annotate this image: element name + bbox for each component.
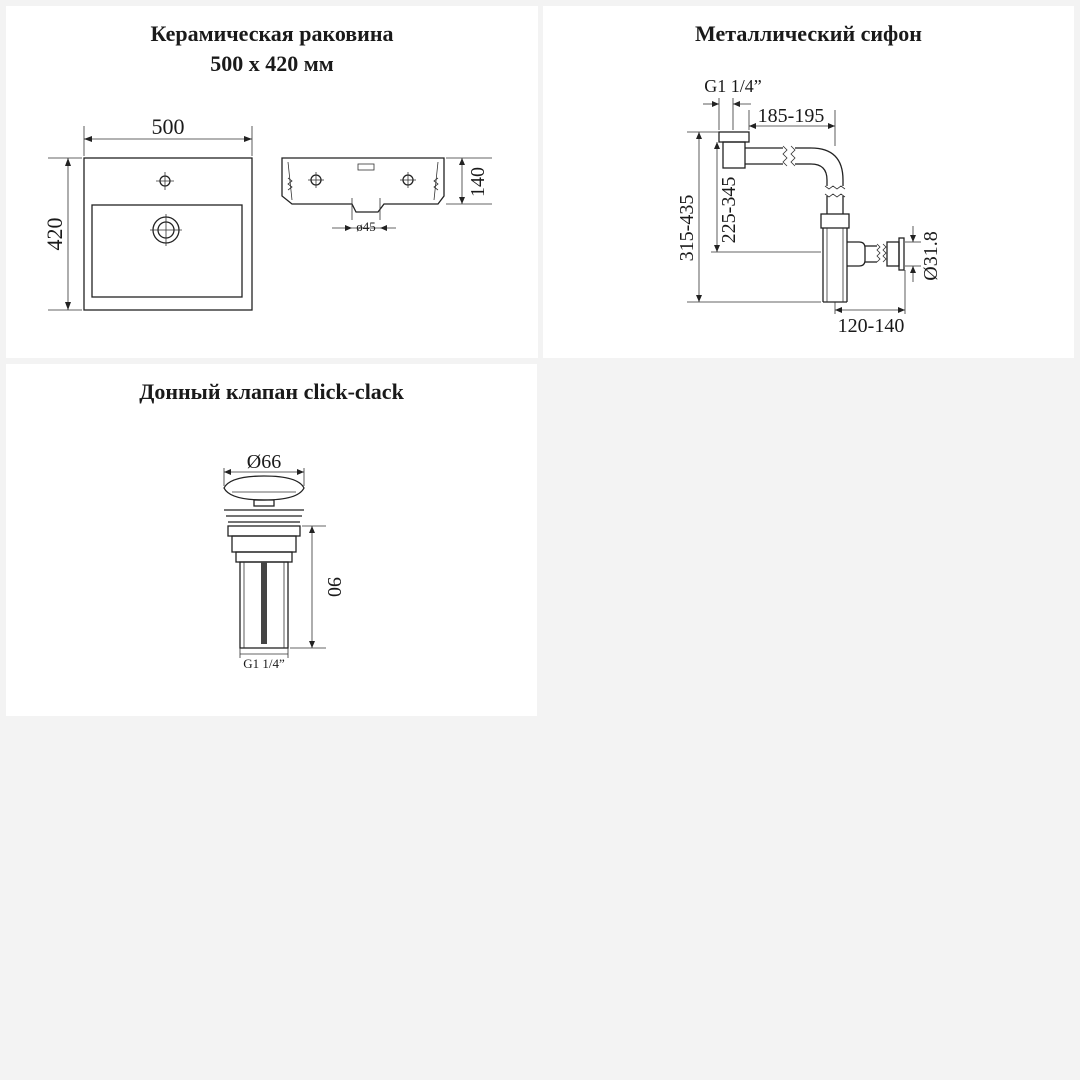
siphon-offset-dimension	[835, 270, 905, 337]
sink-drain-dimension	[332, 219, 396, 234]
valve-diameter-label: Ø66	[246, 451, 282, 473]
siphon-total-height-label: 315-435	[676, 194, 698, 262]
sink-panel	[6, 6, 538, 358]
siphon-title: Металлический сифон	[695, 21, 922, 46]
siphon-outlet-label: Ø31.8	[920, 231, 942, 281]
siphon-offset-label: 120-140	[837, 315, 905, 337]
valve-diameter-dimension	[224, 451, 304, 486]
siphon-outlet-dimension	[905, 226, 942, 282]
valve-thread-label: G1 1/4”	[243, 656, 285, 671]
valve-thread-dimension	[240, 648, 288, 671]
valve-length-label: 90	[323, 577, 345, 597]
sink-side-view	[282, 158, 444, 220]
sink-title-line1: Керамическая раковина	[150, 21, 394, 46]
sink-depth-label: 420	[42, 217, 67, 251]
sink-title-line2: 500 х 420 мм	[210, 51, 334, 76]
sink-top-view	[84, 158, 252, 310]
sink-drawing	[6, 6, 538, 358]
siphon-reach-label: 185-195	[757, 105, 825, 127]
siphon-thread-dimension	[703, 76, 762, 130]
siphon-panel	[543, 6, 1074, 358]
siphon-total-height-dimension	[676, 132, 821, 302]
valve-body	[224, 476, 304, 648]
siphon-inlet-height-dimension	[711, 142, 821, 252]
valve-panel	[6, 364, 537, 716]
sink-height-label: 140	[467, 167, 489, 197]
siphon-drawing	[543, 6, 1074, 358]
siphon-reach-dimension	[749, 105, 835, 146]
sink-height-dimension	[446, 158, 492, 204]
sink-width-label: 500	[151, 114, 185, 139]
siphon-inlet-height-label: 225-345	[718, 176, 740, 244]
valve-title: Донный клапан click-clack	[139, 379, 404, 404]
sink-width-dimension	[84, 114, 252, 156]
valve-length-dimension	[290, 526, 345, 648]
siphon-thread-label: G1 1/4”	[704, 76, 762, 96]
valve-drawing	[6, 364, 537, 716]
sink-depth-dimension	[42, 158, 82, 310]
siphon-body	[719, 132, 904, 302]
sink-drain-label: ø45	[356, 219, 376, 234]
